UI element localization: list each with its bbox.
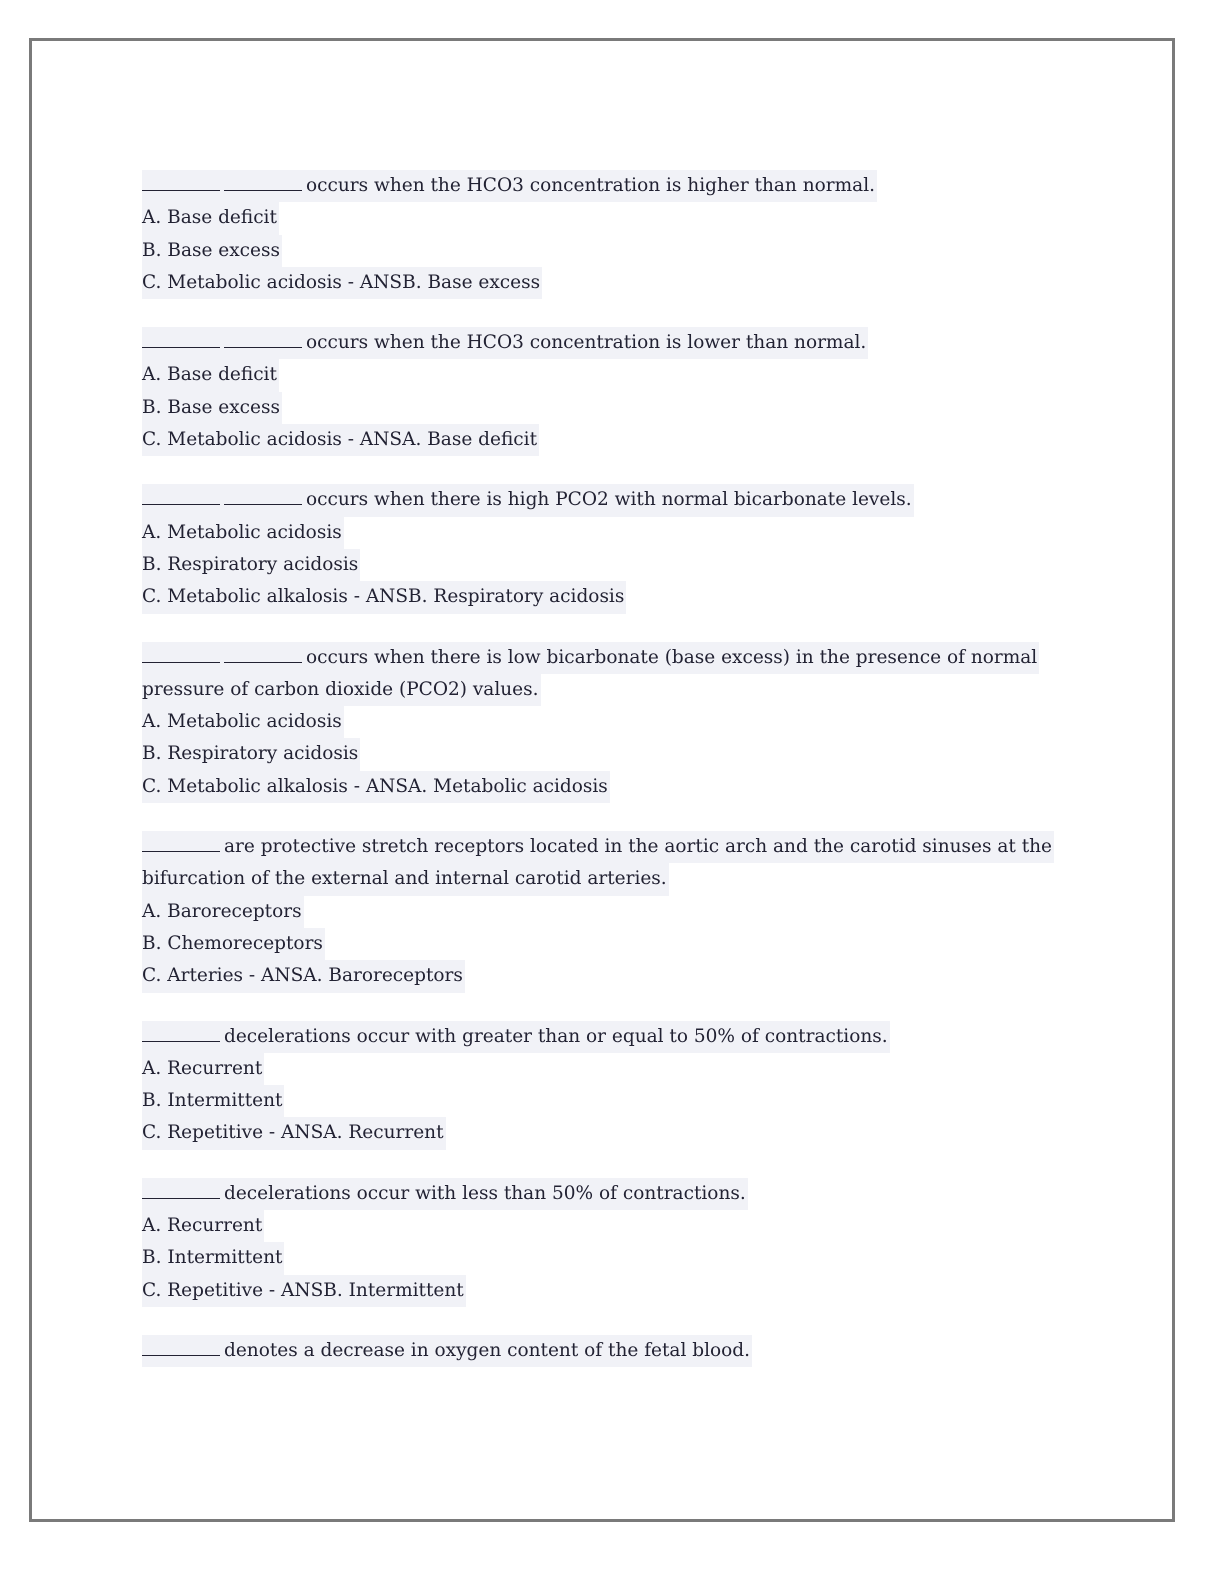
question-block [142,1335,1022,1367]
answer-option: B. Intermittent [142,1085,284,1117]
question-stem [142,1178,748,1210]
question-stem-continuation [142,863,669,895]
stem-text: occurs when the HCO3 concentration is higher than normal. [306,175,875,196]
answer-option: A. Base deficit [142,359,279,391]
stem-text: occurs when the HCO3 concentration is lower than normal. [306,332,867,354]
question-block [142,1021,1022,1150]
stem-text: occurs when there is high PCO2 with normal bicarbonate levels. [306,489,912,511]
answer-option: A. Metabolic acidosis [142,517,344,549]
answer-option: B. Base excess [142,235,282,267]
answer-option: C. Metabolic acidosis - ANSB. Base excess [142,267,542,299]
answer-option: A. Base deficit [142,202,279,234]
question-block [142,327,1022,456]
answer-option: C. Repetitive - ANSA. Recurrent [142,1117,446,1149]
question-stem [142,170,877,202]
question-block [142,170,1022,299]
answer-blank [142,1180,220,1199]
answer-blank [142,1337,220,1356]
answer-blank [224,486,302,505]
answer-blank [142,486,220,505]
answer-option: A. Recurrent [142,1053,264,1085]
answer-option: C. Arteries - ANSA. Baroreceptors [142,960,465,992]
answer-blank [142,329,220,348]
question-block [142,484,1022,613]
question-stem [142,1335,752,1367]
answer-blank [142,172,220,191]
stem-text: decelerations occur with greater than or equal to 50% of contractions. [224,1025,888,1047]
answer-blank [142,833,220,852]
question-stem [142,1021,890,1053]
answer-option: B. Intermittent [142,1242,284,1274]
answer-option: B. Respiratory acidosis [142,738,360,770]
answer-blank [142,644,220,663]
answer-option: B. Base excess [142,392,282,424]
question-block [142,831,1053,992]
answer-option: C. Metabolic acidosis - ANSA. Base deficit [142,424,539,456]
answer-option: A. Metabolic acidosis [142,706,344,738]
stem-text: bifurcation of the external and internal carotid arteries. [142,868,667,890]
answer-option: B. Chemoreceptors [142,928,325,960]
answer-blank [224,329,302,348]
question-stem [142,642,1039,674]
stem-text: denotes a decrease in oxygen content of the fetal blood. [224,1339,751,1361]
answer-blank [224,644,302,663]
answer-option: C. Metabolic alkalosis - ANSB. Respiratory acidosis [142,581,626,613]
stem-text: are protective stretch receptors located in the aortic arch and the carotid sinuses at the [224,836,1053,858]
answer-option: A. Baroreceptors [142,896,304,928]
answer-option: C. Repetitive - ANSB. Intermittent [142,1275,466,1307]
question-block [142,642,1038,803]
stem-text: pressure of carbon dioxide (PCO2) values. [142,678,539,700]
answer-blank [224,172,302,191]
question-stem [142,327,868,359]
question-stem [142,484,914,516]
question-stem [142,831,1054,863]
stem-text: decelerations occur with less than 50% of contractions. [224,1182,746,1204]
answer-option: A. Recurrent [142,1210,264,1242]
stem-text: occurs when there is low bicarbonate (base excess) in the presence of normal [306,646,1038,668]
answer-option: B. Respiratory acidosis [142,549,360,581]
answer-blank [142,1023,220,1042]
answer-option: C. Metabolic alkalosis - ANSA. Metabolic acidosis [142,771,610,803]
question-stem-continuation [142,674,541,706]
question-list [142,170,1053,1395]
question-block [142,1178,1022,1307]
